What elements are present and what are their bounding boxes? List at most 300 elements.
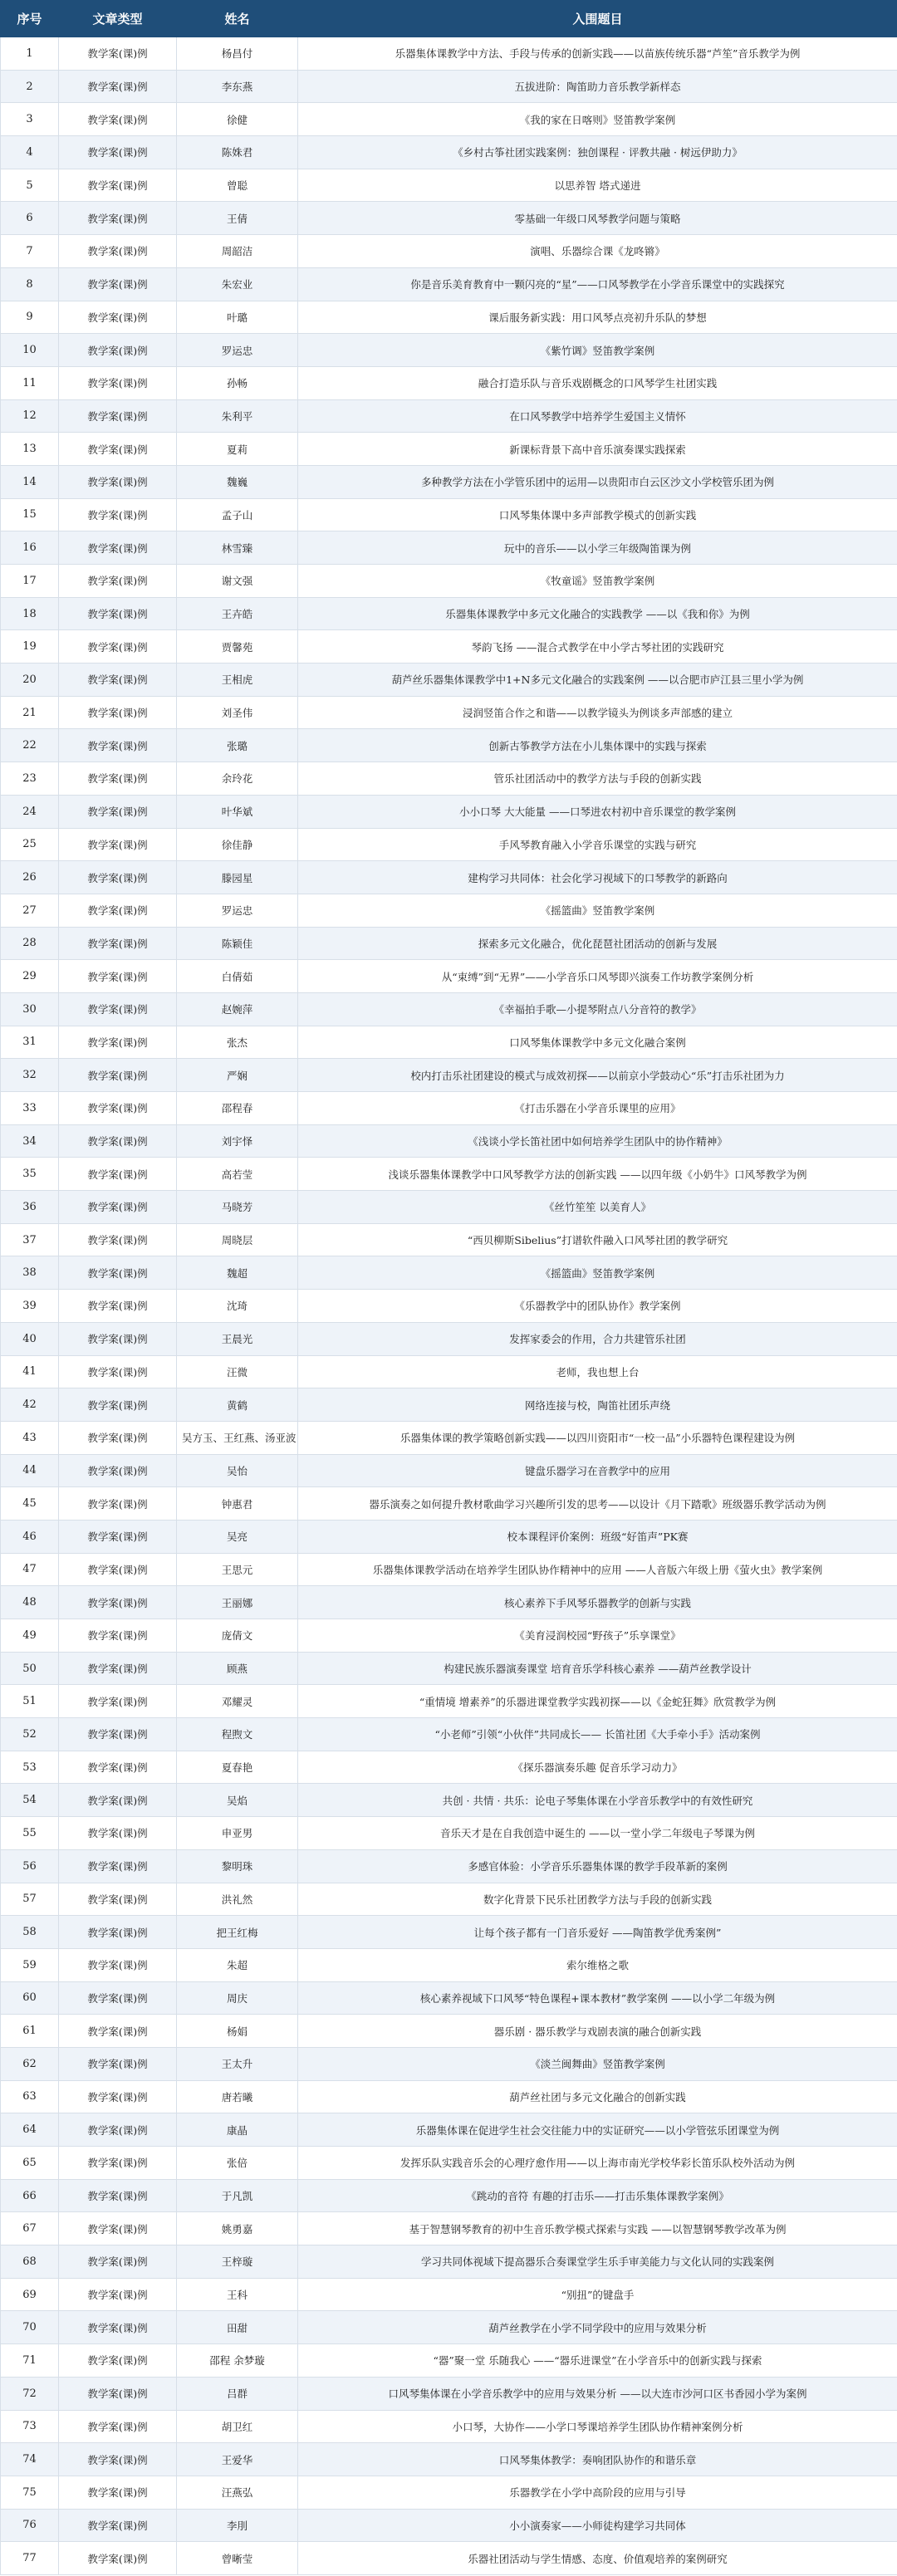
cell-title: 浸润竖笛合作之和谐——以教学镜头为例谈多声部感的建立 bbox=[298, 696, 897, 729]
cell-no: 33 bbox=[1, 1092, 59, 1125]
cell-name: 王相虎 bbox=[177, 664, 298, 697]
cell-title: 网络连接与校，陶笛社团乐声绕 bbox=[298, 1388, 897, 1422]
cell-type: 教学案(课)例 bbox=[59, 37, 177, 71]
cell-name: 朱利平 bbox=[177, 399, 298, 433]
cell-name: 田甜 bbox=[177, 2311, 298, 2344]
cell-type: 教学案(课)例 bbox=[59, 1290, 177, 1323]
header-type: 文章类型 bbox=[59, 1, 177, 37]
cell-title: 老师，我也想上台 bbox=[298, 1355, 897, 1388]
table-row bbox=[1, 498, 897, 531]
cell-no: 56 bbox=[1, 1849, 59, 1883]
cell-title: 以思养智 塔式递进 bbox=[298, 169, 897, 202]
cell-title: 《乡村古筝社团实践案例：独创课程 · 评教共融 · 树远伊助力》 bbox=[298, 136, 897, 169]
cell-title: 《浅谈小学长笛社团中如何培养学生团队中的协作精神》 bbox=[298, 1124, 897, 1158]
cell-no: 67 bbox=[1, 2212, 59, 2245]
cell-type: 教学案(课)例 bbox=[59, 1652, 177, 1685]
cell-type: 教学案(课)例 bbox=[59, 696, 177, 729]
cell-name: 于凡凯 bbox=[177, 2179, 298, 2212]
cell-type: 教学案(课)例 bbox=[59, 498, 177, 531]
cell-name: 程煦文 bbox=[177, 1718, 298, 1751]
cell-type: 教学案(课)例 bbox=[59, 2047, 177, 2080]
cell-title: 《乐器教学中的团队协作》教学案例 bbox=[298, 1290, 897, 1323]
table-row bbox=[1, 2015, 897, 2048]
cell-title: “别扭”的键盘手 bbox=[298, 2278, 897, 2311]
table-row bbox=[1, 2278, 897, 2311]
cell-title: 口风琴集体课中多声部教学模式的创新实践 bbox=[298, 498, 897, 531]
cell-type: 教学案(课)例 bbox=[59, 565, 177, 598]
header-no: 序号 bbox=[1, 1, 59, 37]
cell-title: 《美育浸润校园“野孩子”乐享课堂》 bbox=[298, 1619, 897, 1653]
header-title: 入围题目 bbox=[298, 1, 897, 37]
cell-name: 王梓璇 bbox=[177, 2245, 298, 2279]
cell-name: 马晓芳 bbox=[177, 1191, 298, 1224]
table-row bbox=[1, 1421, 897, 1454]
table-row bbox=[1, 2147, 897, 2180]
cell-no: 58 bbox=[1, 1916, 59, 1949]
cell-title: 口风琴集体课在小学音乐教学中的应用与效果分析 ——以大连市沙河口区书香园小学为案例 bbox=[298, 2377, 897, 2410]
cell-name: 魏超 bbox=[177, 1256, 298, 1290]
cell-title: 多感官体验：小学音乐乐器集体课的教学手段革新的案例 bbox=[298, 1849, 897, 1883]
cell-title: 琴韵飞扬 ——混合式教学在中小学古琴社团的实践研究 bbox=[298, 630, 897, 664]
table-row bbox=[1, 1092, 897, 1125]
cell-no: 53 bbox=[1, 1751, 59, 1784]
cell-name: 洪礼然 bbox=[177, 1883, 298, 1916]
cell-title: “器”聚一堂 乐随我心 ——“器乐进课堂”在小学音乐中的创新实践与探索 bbox=[298, 2344, 897, 2378]
cell-title: 《我的家在日喀则》竖笛教学案例 bbox=[298, 103, 897, 136]
cell-name: 张璐 bbox=[177, 729, 298, 762]
cell-type: 教学案(课)例 bbox=[59, 2080, 177, 2113]
cell-name: 汪燕弘 bbox=[177, 2476, 298, 2509]
cell-no: 43 bbox=[1, 1421, 59, 1454]
cell-title: 小口琴，大协作——小学口琴课培养学生团队协作精神案例分析 bbox=[298, 2410, 897, 2443]
table-row bbox=[1, 630, 897, 664]
cell-title: 《紫竹调》竖笛教学案例 bbox=[298, 334, 897, 367]
cell-type: 教学案(课)例 bbox=[59, 465, 177, 498]
cell-title: 浅谈乐器集体课教学中口风琴教学方法的创新实践 ——以四年级《小奶牛》口风琴教学为例 bbox=[298, 1158, 897, 1191]
cell-title: 乐器社团活动与学生情感、态度、价值观培养的案例研究 bbox=[298, 2542, 897, 2575]
table-row bbox=[1, 762, 897, 796]
table-row bbox=[1, 531, 897, 565]
cell-type: 教学案(课)例 bbox=[59, 2147, 177, 2180]
cell-type: 教学案(课)例 bbox=[59, 1883, 177, 1916]
cell-type: 教学案(课)例 bbox=[59, 992, 177, 1026]
cell-type: 教学案(课)例 bbox=[59, 1916, 177, 1949]
cell-type: 教学案(课)例 bbox=[59, 103, 177, 136]
table-row bbox=[1, 267, 897, 301]
cell-name: 罗运忠 bbox=[177, 894, 298, 927]
cell-name: 徐健 bbox=[177, 103, 298, 136]
cell-type: 教学案(课)例 bbox=[59, 1092, 177, 1125]
cell-name: 唐若曦 bbox=[177, 2080, 298, 2113]
cell-title: 键盘乐器学习在音教学中的应用 bbox=[298, 1454, 897, 1487]
cell-title: 建构学习共同体：社会化学习视域下的口琴教学的新路向 bbox=[298, 861, 897, 894]
cell-type: 教学案(课)例 bbox=[59, 2245, 177, 2279]
cell-name: 夏春艳 bbox=[177, 1751, 298, 1784]
cell-title: 学习共同体视域下提高器乐合奏课堂学生乐手审美能力与文化认同的实践案例 bbox=[298, 2245, 897, 2279]
cell-no: 64 bbox=[1, 2113, 59, 2147]
cell-title: 手风琴教育融入小学音乐课堂的实践与研究 bbox=[298, 828, 897, 861]
cell-name: 朱宏业 bbox=[177, 267, 298, 301]
cell-title: 课后服务新实践：用口风琴点亮初升乐队的梦想 bbox=[298, 301, 897, 334]
cell-name: 邵程 余梦璇 bbox=[177, 2344, 298, 2378]
cell-name: 叶华斌 bbox=[177, 795, 298, 828]
cell-name: 刘宇怿 bbox=[177, 1124, 298, 1158]
table-row bbox=[1, 1751, 897, 1784]
table-row bbox=[1, 1916, 897, 1949]
cell-name: 王科 bbox=[177, 2278, 298, 2311]
cell-name: 周韶洁 bbox=[177, 235, 298, 268]
cell-no: 36 bbox=[1, 1191, 59, 1224]
cell-no: 14 bbox=[1, 465, 59, 498]
table-row bbox=[1, 1718, 897, 1751]
table-row bbox=[1, 235, 897, 268]
cell-type: 教学案(课)例 bbox=[59, 1817, 177, 1850]
cell-type: 教学案(课)例 bbox=[59, 1421, 177, 1454]
cell-name: 陈颖佳 bbox=[177, 927, 298, 960]
table-row bbox=[1, 2179, 897, 2212]
cell-no: 49 bbox=[1, 1619, 59, 1653]
cell-title: 校本课程评价案例：班级“好笛声”PK赛 bbox=[298, 1520, 897, 1553]
cell-type: 教学案(课)例 bbox=[59, 1553, 177, 1586]
table-row bbox=[1, 2113, 897, 2147]
cell-no: 24 bbox=[1, 795, 59, 828]
cell-title: 《淡兰闽舞曲》竖笛教学案例 bbox=[298, 2047, 897, 2080]
table-row bbox=[1, 366, 897, 399]
cell-no: 66 bbox=[1, 2179, 59, 2212]
cell-title: 葫芦丝社团与多元文化融合的创新实践 bbox=[298, 2080, 897, 2113]
cell-type: 教学案(课)例 bbox=[59, 2377, 177, 2410]
cell-no: 59 bbox=[1, 1948, 59, 1981]
cell-name: 王丽娜 bbox=[177, 1586, 298, 1619]
cell-type: 教学案(课)例 bbox=[59, 1355, 177, 1388]
cell-name: 朱超 bbox=[177, 1948, 298, 1981]
table-row bbox=[1, 1981, 897, 2015]
cell-name: 杨娟 bbox=[177, 2015, 298, 2048]
cell-no: 26 bbox=[1, 861, 59, 894]
table-row bbox=[1, 2476, 897, 2509]
cell-no: 40 bbox=[1, 1322, 59, 1355]
cell-type: 教学案(课)例 bbox=[59, 169, 177, 202]
cell-title: 核心素养下手风琴乐器教学的创新与实践 bbox=[298, 1586, 897, 1619]
cell-no: 60 bbox=[1, 1981, 59, 2015]
table-row bbox=[1, 334, 897, 367]
table-row bbox=[1, 1322, 897, 1355]
cell-no: 45 bbox=[1, 1487, 59, 1521]
cell-name: 赵婉萍 bbox=[177, 992, 298, 1026]
table-row bbox=[1, 2443, 897, 2476]
cell-no: 48 bbox=[1, 1586, 59, 1619]
cell-type: 教学案(课)例 bbox=[59, 894, 177, 927]
cell-type: 教学案(课)例 bbox=[59, 334, 177, 367]
cell-no: 69 bbox=[1, 2278, 59, 2311]
table-row bbox=[1, 1487, 897, 1521]
cell-no: 62 bbox=[1, 2047, 59, 2080]
table-row bbox=[1, 1191, 897, 1224]
cell-name: 吕群 bbox=[177, 2377, 298, 2410]
cell-type: 教学案(课)例 bbox=[59, 2476, 177, 2509]
cell-title: 音乐天才是在自我创造中诞生的 ——以一堂小学二年级电子琴课为例 bbox=[298, 1817, 897, 1850]
cell-name: 严娴 bbox=[177, 1059, 298, 1092]
table-row bbox=[1, 2212, 897, 2245]
cell-no: 50 bbox=[1, 1652, 59, 1685]
cell-name: 谢文强 bbox=[177, 565, 298, 598]
cell-type: 教学案(课)例 bbox=[59, 235, 177, 268]
table-row bbox=[1, 1586, 897, 1619]
cell-name: 徐佳静 bbox=[177, 828, 298, 861]
header-name: 姓名 bbox=[177, 1, 298, 37]
cell-no: 25 bbox=[1, 828, 59, 861]
cell-name: 白倩茹 bbox=[177, 960, 298, 993]
cell-name: 顾燕 bbox=[177, 1652, 298, 1685]
cell-type: 教学案(课)例 bbox=[59, 1520, 177, 1553]
cell-name: 王倩 bbox=[177, 202, 298, 235]
cell-type: 教学案(课)例 bbox=[59, 202, 177, 235]
cell-no: 35 bbox=[1, 1158, 59, 1191]
cell-title: 让每个孩子都有一门音乐爱好 ——陶笛教学优秀案例” bbox=[298, 1916, 897, 1949]
cell-name: 林雪臻 bbox=[177, 531, 298, 565]
cell-name: 周晓层 bbox=[177, 1223, 298, 1256]
cell-type: 教学案(课)例 bbox=[59, 2509, 177, 2542]
table-row bbox=[1, 1520, 897, 1553]
cell-name: 庞倩文 bbox=[177, 1619, 298, 1653]
table-row bbox=[1, 1388, 897, 1422]
table-row bbox=[1, 1454, 897, 1487]
cell-type: 教学案(课)例 bbox=[59, 2344, 177, 2378]
cell-type: 教学案(课)例 bbox=[59, 1223, 177, 1256]
cell-name: 邓耀灵 bbox=[177, 1685, 298, 1718]
cell-name: 申亚男 bbox=[177, 1817, 298, 1850]
table-row bbox=[1, 1685, 897, 1718]
cell-name: 王爱华 bbox=[177, 2443, 298, 2476]
cell-no: 52 bbox=[1, 1718, 59, 1751]
cell-title: 乐器集体课教学中方法、手段与传承的创新实践——以苗族传统乐器“芦笙”音乐教学为例 bbox=[298, 37, 897, 71]
table-row bbox=[1, 2509, 897, 2542]
cell-name: 刘圣伟 bbox=[177, 696, 298, 729]
cell-no: 77 bbox=[1, 2542, 59, 2575]
cell-title: 数字化背景下民乐社团教学方法与手段的创新实践 bbox=[298, 1883, 897, 1916]
cell-no: 19 bbox=[1, 630, 59, 664]
cell-title: 《丝竹笙笙 以美育人》 bbox=[298, 1191, 897, 1224]
cell-title: 在口风琴教学中培养学生爱国主义情怀 bbox=[298, 399, 897, 433]
cell-type: 教学案(课)例 bbox=[59, 630, 177, 664]
cell-title: 乐器集体课教学中多元文化融合的实践教学 ——以《我和你》为例 bbox=[298, 597, 897, 630]
cell-type: 教学案(课)例 bbox=[59, 960, 177, 993]
cell-name: 黄鹤 bbox=[177, 1388, 298, 1422]
cell-name: 汪微 bbox=[177, 1355, 298, 1388]
cell-no: 11 bbox=[1, 366, 59, 399]
cell-title: 葫芦丝教学在小学不同学段中的应用与效果分析 bbox=[298, 2311, 897, 2344]
table-row bbox=[1, 1553, 897, 1586]
cell-name: 李刖 bbox=[177, 2509, 298, 2542]
cell-name: 周庆 bbox=[177, 1981, 298, 2015]
cell-no: 16 bbox=[1, 531, 59, 565]
table-row bbox=[1, 1817, 897, 1850]
cell-type: 教学案(课)例 bbox=[59, 2311, 177, 2344]
table-row bbox=[1, 927, 897, 960]
cell-type: 教学案(课)例 bbox=[59, 2179, 177, 2212]
cell-name: 吴焰 bbox=[177, 1784, 298, 1817]
table-row bbox=[1, 1355, 897, 1388]
cell-no: 34 bbox=[1, 1124, 59, 1158]
cell-no: 15 bbox=[1, 498, 59, 531]
cell-no: 4 bbox=[1, 136, 59, 169]
cell-name: 滕园星 bbox=[177, 861, 298, 894]
cell-type: 教学案(课)例 bbox=[59, 1784, 177, 1817]
table-row bbox=[1, 1619, 897, 1653]
table-row bbox=[1, 597, 897, 630]
table-row bbox=[1, 70, 897, 103]
cell-no: 41 bbox=[1, 1355, 59, 1388]
cell-title: 基于智慧钢琴教育的初中生音乐教学模式探索与实践 ——以智慧钢琴教学改革为例 bbox=[298, 2212, 897, 2245]
cell-no: 76 bbox=[1, 2509, 59, 2542]
cell-title: 乐器集体课教学活动在培养学生团队协作精神中的应用 ——人音版六年级上册《萤火虫》教学案例 bbox=[298, 1553, 897, 1586]
cell-no: 3 bbox=[1, 103, 59, 136]
cell-no: 17 bbox=[1, 565, 59, 598]
cell-title: 《摇篮曲》竖笛教学案例 bbox=[298, 1256, 897, 1290]
cell-type: 教学案(课)例 bbox=[59, 828, 177, 861]
cell-no: 39 bbox=[1, 1290, 59, 1323]
cell-type: 教学案(课)例 bbox=[59, 729, 177, 762]
cell-type: 教学案(课)例 bbox=[59, 1026, 177, 1059]
cell-name: 王卉皓 bbox=[177, 597, 298, 630]
cell-name: 康晶 bbox=[177, 2113, 298, 2147]
cell-no: 46 bbox=[1, 1520, 59, 1553]
cell-type: 教学案(课)例 bbox=[59, 1322, 177, 1355]
cell-name: 贾馨苑 bbox=[177, 630, 298, 664]
cell-type: 教学案(课)例 bbox=[59, 267, 177, 301]
table-row bbox=[1, 301, 897, 334]
table-row bbox=[1, 960, 897, 993]
table-row bbox=[1, 1849, 897, 1883]
cell-name: 高若莹 bbox=[177, 1158, 298, 1191]
table-row bbox=[1, 861, 897, 894]
cell-title: 器乐剧 · 器乐教学与戏剧表演的融合创新实践 bbox=[298, 2015, 897, 2048]
table-row bbox=[1, 1290, 897, 1323]
cell-title: 五拔进阶：陶笛助力音乐教学新样态 bbox=[298, 70, 897, 103]
cell-name: 吴亮 bbox=[177, 1520, 298, 1553]
cell-type: 教学案(课)例 bbox=[59, 762, 177, 796]
cell-type: 教学案(课)例 bbox=[59, 1981, 177, 2015]
table-row bbox=[1, 2080, 897, 2113]
cell-name: 叶璐 bbox=[177, 301, 298, 334]
cell-type: 教学案(课)例 bbox=[59, 433, 177, 466]
cell-title: 《牧童谣》竖笛教学案例 bbox=[298, 565, 897, 598]
cell-title: 玩中的音乐——以小学三年级陶笛课为例 bbox=[298, 531, 897, 565]
cell-no: 72 bbox=[1, 2377, 59, 2410]
table-row bbox=[1, 202, 897, 235]
cell-name: 把王红梅 bbox=[177, 1916, 298, 1949]
cell-title: 《摇篮曲》竖笛教学案例 bbox=[298, 894, 897, 927]
cell-title: 零基础一年级口风琴教学问题与策略 bbox=[298, 202, 897, 235]
cell-type: 教学案(课)例 bbox=[59, 1586, 177, 1619]
cell-no: 73 bbox=[1, 2410, 59, 2443]
cell-type: 教学案(课)例 bbox=[59, 1948, 177, 1981]
cell-title: 小小演奏家——小师徒构建学习共同体 bbox=[298, 2509, 897, 2542]
table-row bbox=[1, 992, 897, 1026]
cell-name: 张杰 bbox=[177, 1026, 298, 1059]
table-row bbox=[1, 1883, 897, 1916]
cell-title: 从“束缚”到“无界”——小学音乐口风琴即兴演奏工作坊教学案例分析 bbox=[298, 960, 897, 993]
cell-name: 沈琦 bbox=[177, 1290, 298, 1323]
cell-title: 多种教学方法在小学管乐团中的运用—以贵阳市白云区沙文小学校管乐团为例 bbox=[298, 465, 897, 498]
cell-type: 教学案(课)例 bbox=[59, 70, 177, 103]
cell-name: 杨昌付 bbox=[177, 37, 298, 71]
table-row bbox=[1, 1059, 897, 1092]
cell-type: 教学案(课)例 bbox=[59, 1685, 177, 1718]
table-row bbox=[1, 696, 897, 729]
table-row bbox=[1, 2047, 897, 2080]
table-row bbox=[1, 1652, 897, 1685]
cell-type: 教学案(课)例 bbox=[59, 2410, 177, 2443]
cell-title: 《跳动的音符 有趣的打击乐——打击乐集体课教学案例》 bbox=[298, 2179, 897, 2212]
cell-title: 索尔维格之歌 bbox=[298, 1948, 897, 1981]
table-header bbox=[1, 1, 897, 37]
cell-type: 教学案(课)例 bbox=[59, 2015, 177, 2048]
cell-title: 《幸福拍手歌—小提琴附点八分音符的教学》 bbox=[298, 992, 897, 1026]
cell-no: 27 bbox=[1, 894, 59, 927]
cell-type: 教学案(课)例 bbox=[59, 2278, 177, 2311]
cell-name: 曾聪 bbox=[177, 169, 298, 202]
cell-type: 教学案(课)例 bbox=[59, 1751, 177, 1784]
cell-no: 28 bbox=[1, 927, 59, 960]
table-row bbox=[1, 1124, 897, 1158]
table-row bbox=[1, 2311, 897, 2344]
cell-title: 创新古筝教学方法在小儿集体课中的实践与探索 bbox=[298, 729, 897, 762]
cell-title: 口风琴集体教学：奏响团队协作的和谐乐章 bbox=[298, 2443, 897, 2476]
cell-no: 6 bbox=[1, 202, 59, 235]
cell-name: 胡卫红 bbox=[177, 2410, 298, 2443]
cell-name: 余玲花 bbox=[177, 762, 298, 796]
cell-name: 夏莉 bbox=[177, 433, 298, 466]
table-row bbox=[1, 2245, 897, 2279]
table-row bbox=[1, 1256, 897, 1290]
table-row bbox=[1, 1158, 897, 1191]
cell-type: 教学案(课)例 bbox=[59, 366, 177, 399]
cell-type: 教学案(课)例 bbox=[59, 531, 177, 565]
cell-title: “小老师”引领“小伙伴”共同成长—— 长笛社团《大手牵小手》活动案例 bbox=[298, 1718, 897, 1751]
table-row bbox=[1, 136, 897, 169]
cell-title: 融合打造乐队与音乐戏剧概念的口风琴学生社团实践 bbox=[298, 366, 897, 399]
cell-no: 12 bbox=[1, 399, 59, 433]
table-row bbox=[1, 433, 897, 466]
cell-no: 2 bbox=[1, 70, 59, 103]
cell-name: 姚勇嘉 bbox=[177, 2212, 298, 2245]
cell-no: 38 bbox=[1, 1256, 59, 1290]
cell-type: 教学案(课)例 bbox=[59, 1158, 177, 1191]
cell-no: 13 bbox=[1, 433, 59, 466]
cell-no: 68 bbox=[1, 2245, 59, 2279]
cell-type: 教学案(课)例 bbox=[59, 795, 177, 828]
table-row bbox=[1, 399, 897, 433]
cell-type: 教学案(课)例 bbox=[59, 1619, 177, 1653]
table-row bbox=[1, 1784, 897, 1817]
cell-name: 王晨光 bbox=[177, 1322, 298, 1355]
table-row bbox=[1, 565, 897, 598]
cell-no: 47 bbox=[1, 1553, 59, 1586]
cell-no: 51 bbox=[1, 1685, 59, 1718]
cell-name: 陈姝君 bbox=[177, 136, 298, 169]
cell-name: 李东燕 bbox=[177, 70, 298, 103]
cell-title: 校内打击乐社团建设的模式与成效初探——以前京小学鼓动心“乐”打击乐社团为力 bbox=[298, 1059, 897, 1092]
table-row bbox=[1, 37, 897, 71]
table-row bbox=[1, 2542, 897, 2575]
cell-title: 《打击乐器在小学音乐课里的应用》 bbox=[298, 1092, 897, 1125]
cell-title: 乐器集体课在促进学生社会交往能力中的实证研究——以小学管弦乐团课堂为例 bbox=[298, 2113, 897, 2147]
cell-no: 10 bbox=[1, 334, 59, 367]
cell-name: 黎明珠 bbox=[177, 1849, 298, 1883]
cell-no: 22 bbox=[1, 729, 59, 762]
cell-title: 乐器教学在小学中高阶段的应用与引导 bbox=[298, 2476, 897, 2509]
